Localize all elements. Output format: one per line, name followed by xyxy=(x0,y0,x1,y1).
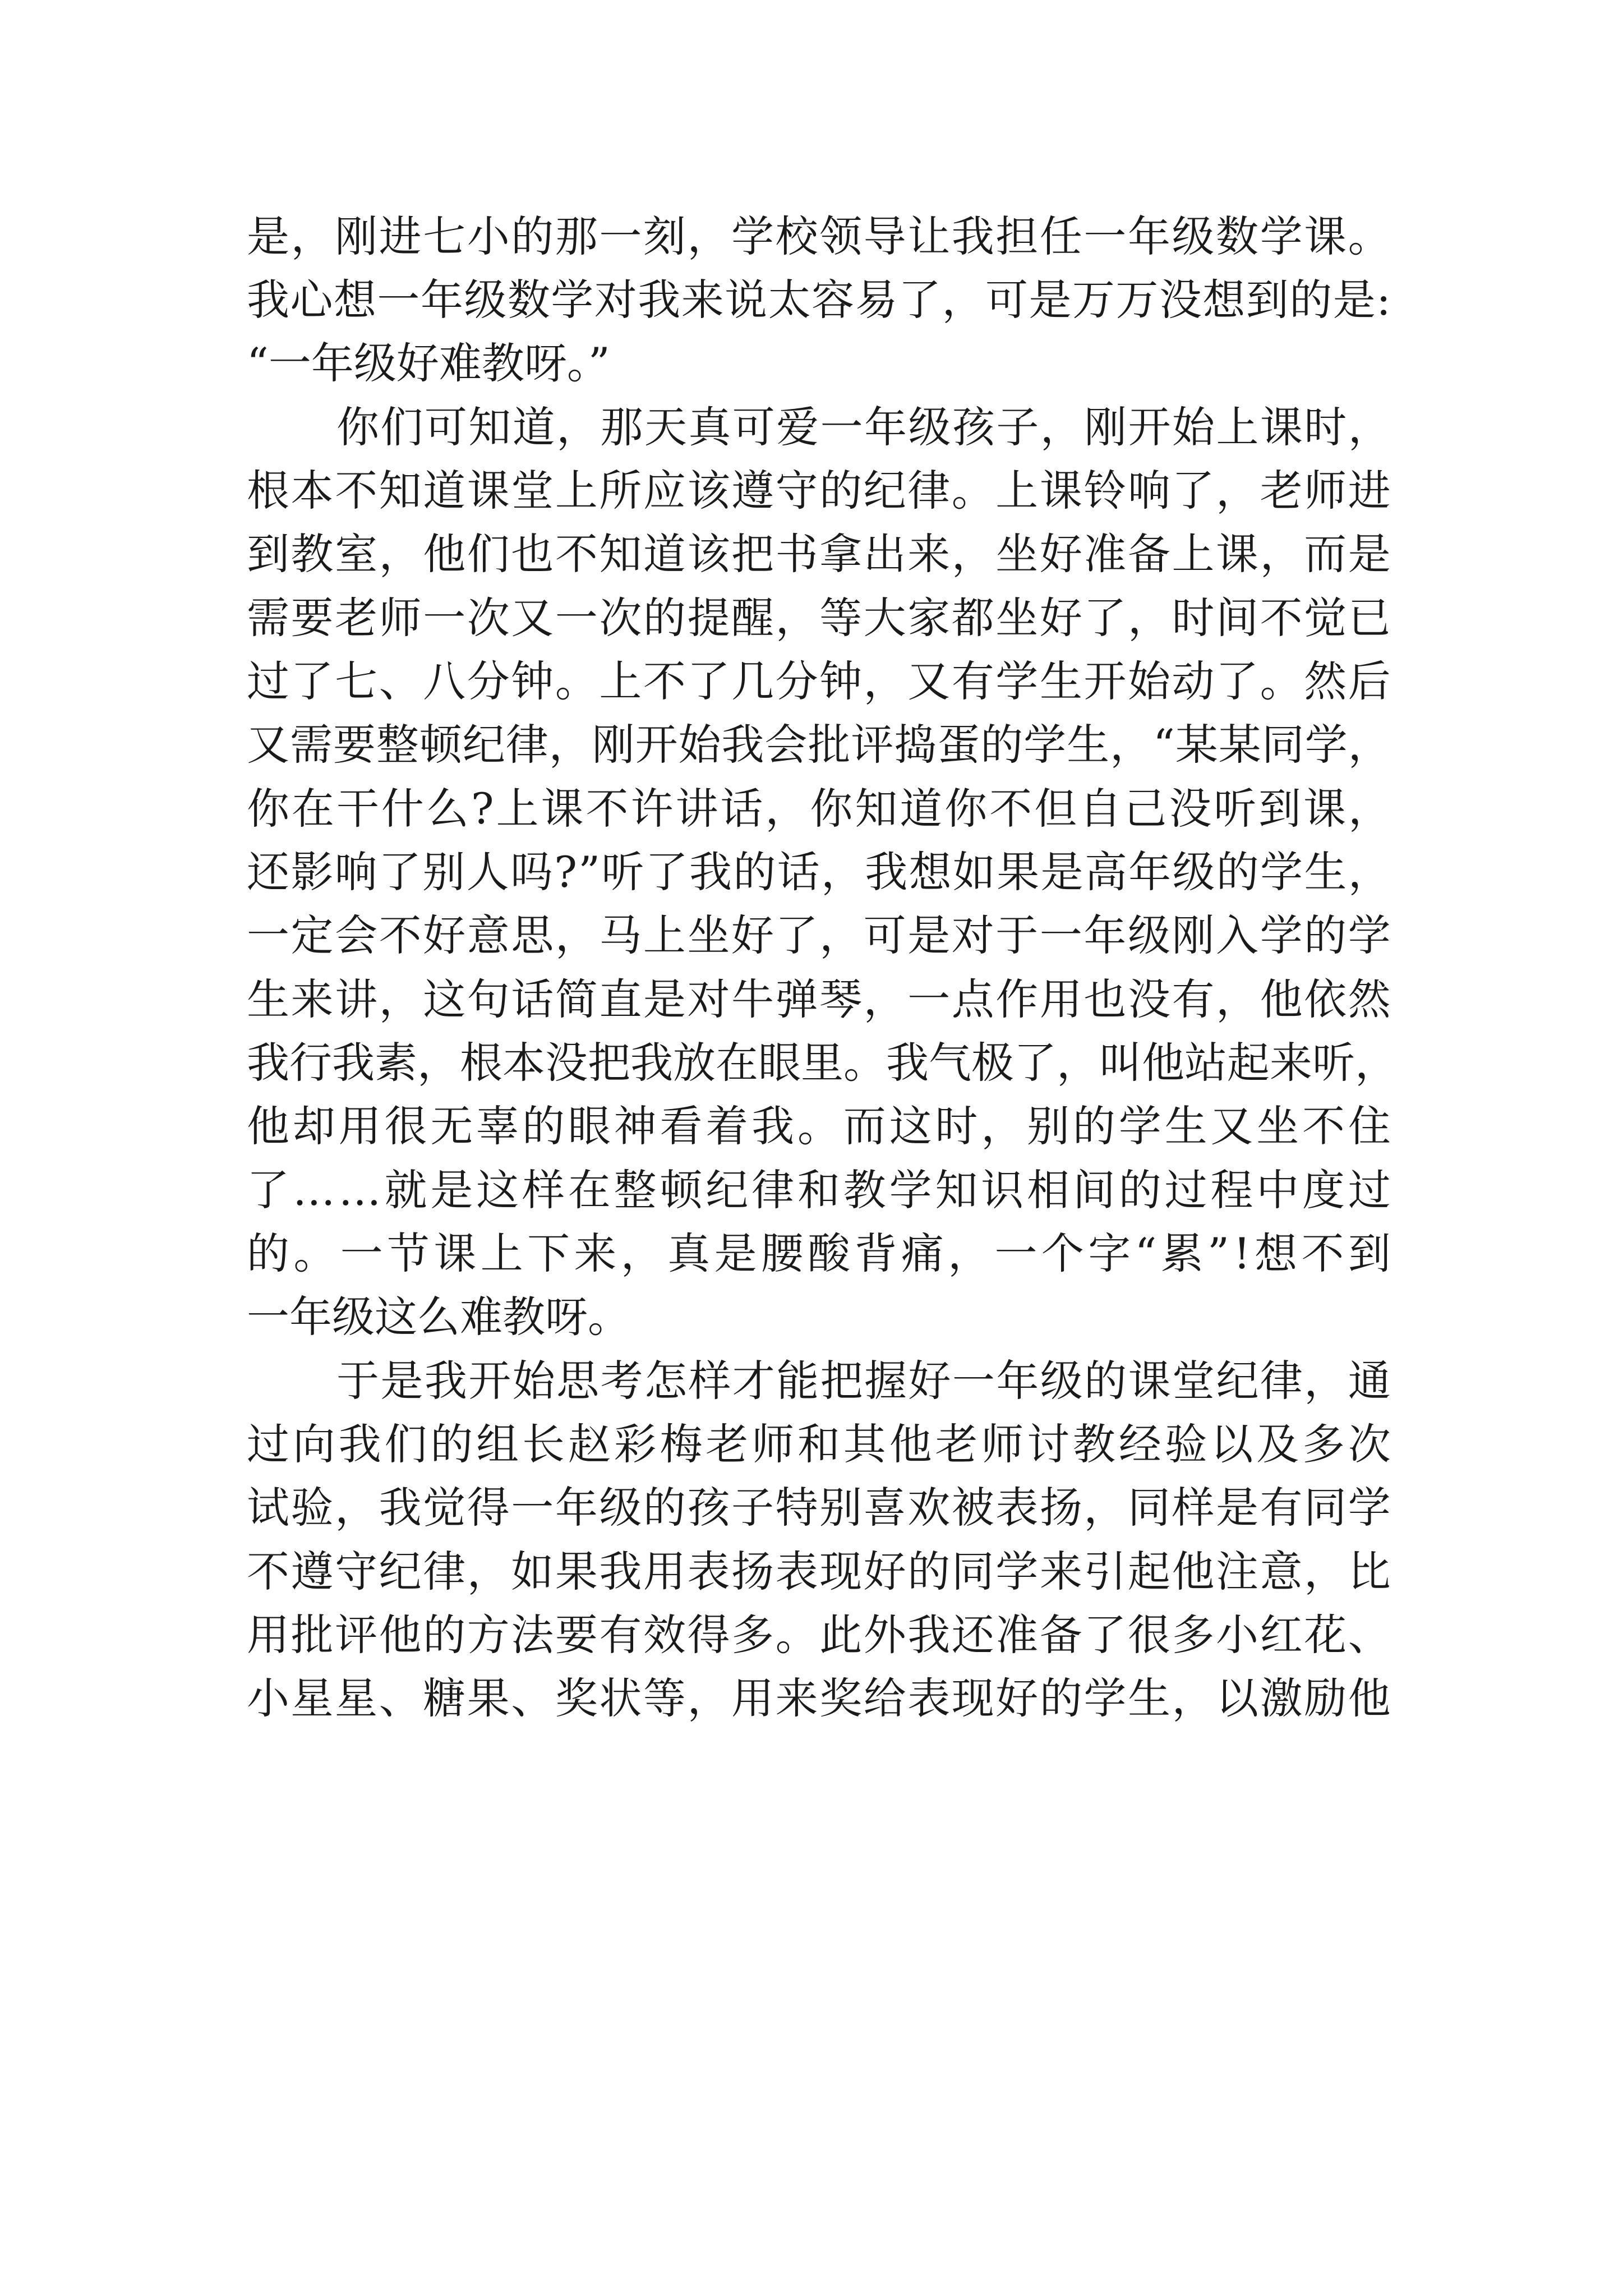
text-line: 于 是 我 开 始 思 考 怎 样 才 能 把 握 好 一 年 级 的 课 堂 纪 律 ， 通 xyxy=(336,1356,1391,1406)
text-line: 的 。 一 节 课 上 下 来 ， 真 是 腰 酸 背 痛 ， 一 个 字 “ 累 ” ! 想 不 到 xyxy=(247,1228,1391,1278)
text-line: 你 在 干 什 么 ? 上 课 不 许 讲 话 ， 你 知 道 你 不 但 自 己 没 听 到 课 ， xyxy=(247,784,1391,834)
text-line: 你 们 可 知 道 ， 那 天 真 可 爱 一 年 级 孩 子 ， 刚 开 始 上 课 时 ， xyxy=(336,402,1391,452)
text-line: “一年级好难教呀。” xyxy=(247,338,610,388)
text-line: 试 验 ， 我 觉 得 一 年 级 的 孩 子 特 别 喜 欢 被 表 扬 ， 同 样 是 有 同 学 xyxy=(247,1483,1391,1533)
text-line: 过 了 七 、 八 分 钟 。 上 不 了 几 分 钟 ， 又 有 学 生 开 始 动 了 。 然 后 xyxy=(247,656,1391,706)
text-line: 我 行 我 素 ， 根 本 没 把 我 放 在 眼 里 。 我 气 极 了 ， 叫 他 站 起 来 听 ， xyxy=(247,1038,1398,1088)
text-line: 一 定 会 不 好 意 思 ， 马 上 坐 好 了 ， 可 是 对 于 一 年 级 刚 入 学 的 学 xyxy=(247,910,1391,960)
text-line: 过 向 我 们 的 组 长 赵 彩 梅 老 师 和 其 他 老 师 讨 教 经 验 以 及 多 次 xyxy=(247,1419,1391,1469)
text-line: 一年级这么难教呀。 xyxy=(247,1292,630,1342)
text-line: 用 批 评 他 的 方 法 要 有 效 得 多 。 此 外 我 还 准 备 了 很 多 小 红 花 、 xyxy=(247,1610,1391,1660)
text-line: 还 影 响 了 别 人 吗 ? ” 听 了 我 的 话 ， 我 想 如 果 是 高 年 级 的 学 生 ， xyxy=(247,847,1391,897)
text-line: 了 … … 就 是 这 样 在 整 顿 纪 律 和 教 学 知 识 相 间 的 过 程 中 度 过 xyxy=(247,1165,1391,1215)
text-line: 又 需 要 整 顿 纪 律 ， 刚 开 始 我 会 批 评 捣 蛋 的 学 生 ， “ 某 某 同 学 ， xyxy=(247,720,1391,770)
text-line: 生 来 讲 ， 这 句 话 简 直 是 对 牛 弹 琴 ， 一 点 作 用 也 没 有 ， 他 依 然 xyxy=(247,974,1391,1024)
text-line: 到 教 室 ， 他 们 也 不 知 道 该 把 书 拿 出 来 ， 坐 好 准 备 上 课 ， 而 是 xyxy=(247,529,1391,579)
text-line: 他 却 用 很 无 辜 的 眼 神 看 着 我 。 而 这 时 ， 别 的 学 生 又 坐 不 住 xyxy=(247,1101,1391,1151)
text-line: 不 遵 守 纪 律 ， 如 果 我 用 表 扬 表 现 好 的 同 学 来 引 起 他 注 意 ， 比 xyxy=(247,1547,1391,1596)
text-line: 需 要 老 师 一 次 又 一 次 的 提 醒 ， 等 大 家 都 坐 好 了 ， 时 间 不 觉 已 xyxy=(247,593,1391,643)
text-line: 小 星 星 、 糖 果 、 奖 状 等 ， 用 来 奖 给 表 现 好 的 学 生 ， 以 激 励 他 xyxy=(247,1673,1391,1723)
text-line: 是 ， 刚 进 七 小 的 那 一 刻 ， 学 校 领 导 让 我 担 任 一 年 级 数 学 课 。 xyxy=(247,211,1391,261)
text-line: 我 心 想 一 年 级 数 学 对 我 来 说 太 容 易 了 ， 可 是 万 万 没 想 到 的 是 : xyxy=(247,275,1391,325)
text-line: 根 本 不 知 道 课 堂 上 所 应 该 遵 守 的 纪 律 。 上 课 铃 响 了 ， 老 师 进 xyxy=(247,466,1391,516)
